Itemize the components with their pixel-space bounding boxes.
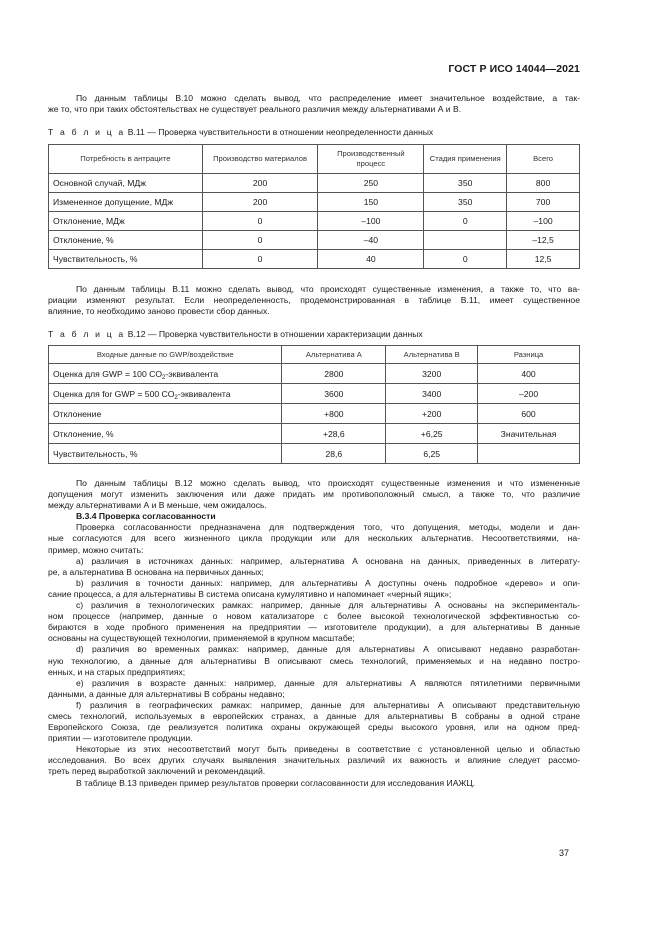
table-cell: Оценка для for GWP = 500 $CO_2$-эквивалента (49, 384, 282, 404)
list-item-e: е) различия в возрасте данных: например, данные для альтернативы А являются пятилетними первичными (76, 677, 580, 688)
table-cell: –200 (478, 384, 580, 404)
table-cell: +800 (282, 404, 386, 424)
table-cell: 0 (424, 212, 507, 231)
text-line: Некоторые из этих несоответствий могут быть приведены в соответствие с установленной целью и областью (76, 744, 580, 755)
text-line: бираются в ходе пробного применения на предприятии — изготовителе продукции), а для альтернативы В данные (48, 622, 580, 633)
table-cell: 350 (424, 193, 507, 212)
text-line: же то, что при таких обстоятельствах не существует реального различия между альтернативами А и В. (48, 104, 462, 115)
table-cell: 40 (318, 250, 424, 269)
table-cell: 12,5 (507, 250, 580, 269)
table-cell: 200 (202, 174, 318, 193)
table-cell: 3400 (386, 384, 478, 404)
text-line: ную технологию, а данные для альтернативы В описывают смесь технологий, применяемых и на недавно постро- (48, 655, 580, 666)
text-line: Европейского Союза, где реализуется политика охраны окружающей среды высокого уровня, или на одном пред- (48, 722, 580, 733)
table-cell: 6,25 (386, 444, 478, 464)
section-heading: В.3.4 Проверка согласованности (76, 511, 216, 522)
table-cell: 600 (478, 404, 580, 424)
table-row (49, 424, 580, 444)
table-cell: Отклонение, МДж (49, 212, 203, 231)
document-header: ГОСТ Р ИСО 14044—2021 (448, 63, 580, 75)
table-cell: 0 (202, 231, 318, 250)
text-line: влияние, то необходимо заново провести сбор данных. (48, 306, 270, 317)
table-row (49, 404, 580, 424)
text-line: данными, а данные для альтернативы В собраны недавно; (48, 688, 285, 699)
table-cell: –100 (318, 212, 424, 231)
table-cell: Отклонение, % (49, 231, 203, 250)
table-row (49, 174, 580, 193)
table11-caption (48, 127, 433, 138)
table-cell: Основной случай, МДж (49, 174, 203, 193)
text-line: пример, можно считать: (48, 544, 144, 555)
list-item-d: d) различия во временных рамках: например, данные для альтернативы А описывают недавно разработан- (76, 644, 580, 655)
table-cell: Оценка для GWP = 100 $CO_2$-эквивалента (49, 364, 282, 384)
text-line: треть перед выработкой заключений и рекомендаций. (48, 766, 266, 777)
table-row (49, 231, 580, 250)
column-header: Входные данные по GWP/воздействие (49, 346, 282, 364)
table-cell (424, 231, 507, 250)
list-item-b: b) различия в точности данных: например, для альтернативы А доступны очень подробное «дерево» и опи- (76, 577, 580, 588)
text-line: В таблице В.13 приведен пример результатов проверки согласованности для исследования ИАЖЦ. (76, 777, 476, 788)
table-cell: 400 (478, 364, 580, 384)
table-cell: –40 (318, 231, 424, 250)
table-cell: Отклонение (49, 404, 282, 424)
caption-text: В.11 — Проверка чувствительности в отношении неопределенности данных (127, 127, 434, 137)
column-header: Разница (478, 346, 580, 364)
table-cell: Чувствительность, % (49, 250, 203, 269)
table-cell: +6,25 (386, 424, 478, 444)
table-row (49, 212, 580, 231)
text-line: ре, а альтернатива В основана на первичных данных; (48, 566, 264, 577)
caption-text: В.12 — Проверка чувствительности в отношении характеризации данных (127, 329, 423, 339)
text-line: ном процессе (например, данные о новом катализаторе с более высокой технологической эффективностью со- (48, 611, 580, 622)
text-line: между альтернативами А и В меньше, чем ожидалось. (48, 500, 267, 511)
column-header: Альтернатива В (386, 346, 478, 364)
table-cell: Отклонение, % (49, 424, 282, 444)
table12 (48, 345, 580, 464)
table-cell: 250 (318, 174, 424, 193)
text-line: приятии — изготовителе продукции. (48, 733, 193, 744)
column-header: Потребность в антраците (49, 145, 203, 174)
text-line: сание процесса, а для альтернативы В система описана кумулятивно и напоминает «черный ящик»; (48, 588, 452, 599)
table-row (49, 384, 580, 404)
table-row (49, 364, 580, 384)
column-header: Альтернатива А (282, 346, 386, 364)
column-header: Всего (507, 145, 580, 174)
table-row (49, 250, 580, 269)
text-line: енных, и на старых предприятиях; (48, 666, 186, 677)
paragraph-table11-conclusion (48, 284, 580, 317)
text-line: Проверка согласованности предназначена для подтверждения того, что допущения, методы, модели и дан- (76, 522, 580, 533)
list-item-f: f) различия в географических рамках: например, данные для альтернативы А описывают представительную (76, 699, 580, 710)
column-header: Производственный процесс (318, 145, 424, 174)
table-cell (478, 444, 580, 464)
column-header: Стадия применения (424, 145, 507, 174)
table-cell: +200 (386, 404, 478, 424)
text-line: основаны на существующей технологии, применяемой в крупном масштабе; (48, 633, 355, 644)
table-cell: –12,5 (507, 231, 580, 250)
text-line: смесь технологий, используемых в европейских странах, а данные для альтернативы В собраны в одной стране (48, 710, 580, 721)
table-cell: 200 (202, 193, 318, 212)
caption-prefix: Т а б л и ц а (48, 127, 126, 137)
table-cell: 2800 (282, 364, 386, 384)
list-item-c: с) различия в технологических рамках: например, данные для альтернативы А основаны на эксперименталь- (76, 600, 580, 611)
table-cell: 3600 (282, 384, 386, 404)
table11 (48, 144, 580, 269)
text-line: По данным таблицы В.11 можно сделать вывод, что происходят существенные изменения, а также то, что ва- (76, 284, 580, 294)
table-cell: Измененное допущение, МДж (49, 193, 203, 212)
table-cell: +28,6 (282, 424, 386, 444)
table-cell: Значительная (478, 424, 580, 444)
table-cell: 28,6 (282, 444, 386, 464)
text-line: По данным таблицы В.12 можно сделать вывод, что происходят существенные изменения и что измененные (76, 478, 580, 488)
paragraph-table12-conclusion (48, 478, 580, 789)
table-cell: 700 (507, 193, 580, 212)
table-cell: 150 (318, 193, 424, 212)
table-cell: 800 (507, 174, 580, 193)
table-cell: 0 (202, 250, 318, 269)
table-cell: Чувствительность, % (49, 444, 282, 464)
table-cell: 350 (424, 174, 507, 193)
column-header: Производство материалов (202, 145, 318, 174)
caption-prefix: Т а б л и ц а (48, 329, 126, 339)
table-cell: 3200 (386, 364, 478, 384)
table-row (49, 193, 580, 212)
text-line: допущения могут изменить заключения или даже придать им противоположный смысл, а также то, что различие (48, 489, 580, 500)
paragraph-table10-conclusion (48, 93, 580, 115)
table-cell: 0 (424, 250, 507, 269)
table-cell: –100 (507, 212, 580, 231)
table12-caption (48, 329, 423, 340)
text-line: риации изменяют результат. Если неопределенность, продемонстрированная в таблице В.11, имеет существенное (48, 295, 580, 306)
table-header-row (49, 346, 580, 364)
table-cell: 0 (202, 212, 318, 231)
text-line: исследования. Во всех других случаях выявления значительных различий их важность и влияние следует рассмо- (48, 755, 580, 766)
table-row (49, 444, 580, 464)
list-item-a: а) различия в источниках данных: например, альтернатива А основана на данных, приведенных в литерату- (76, 555, 580, 566)
text-line: ные согласуются для всего жизненного цикла продукции или для нескольких альтернатив. Несоответствиями, на- (48, 533, 580, 544)
page-number: 37 (559, 848, 570, 858)
table-header-row (49, 145, 580, 174)
text-line: По данным таблицы В.10 можно сделать вывод, что распределение имеет значительное воздействие, а так- (76, 93, 580, 103)
